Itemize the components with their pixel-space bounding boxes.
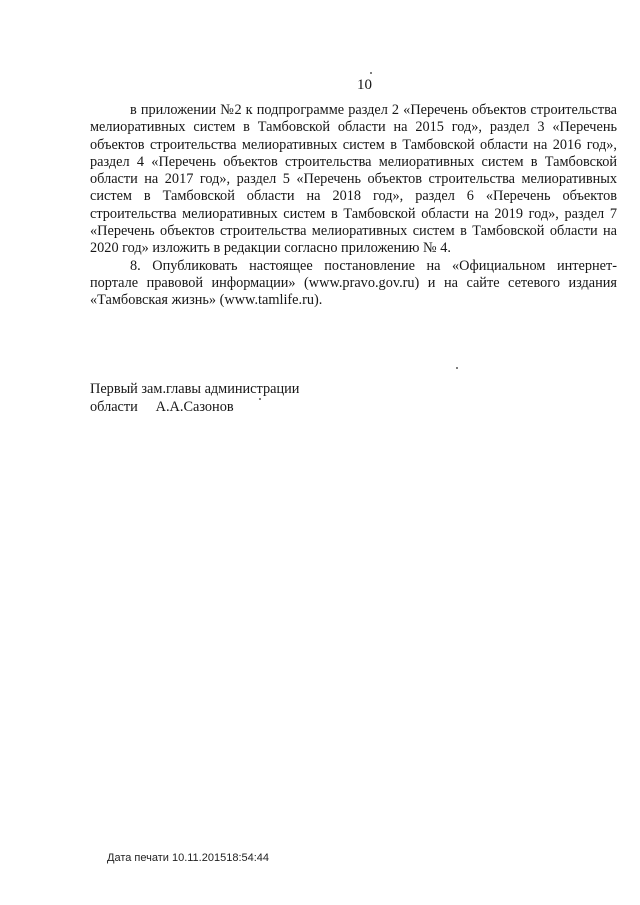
paragraph-publication: 8. Опубликовать настоящее постановление на «Официальном интернет-портале правовой информации» (www.pravo.gov.ru) и на сайте сетевого издания «Тамбовская жизнь» (www.tamlife.ru). bbox=[90, 257, 617, 309]
signatory-name: области А.А.Сазонов bbox=[90, 399, 234, 415]
scan-speck bbox=[259, 398, 261, 400]
paragraph-appendix-sections: в приложении №2 к подпрограмме раздел 2 «Перечень объектов строительства мелиоративных систем в Тамбовской области на 2015 год», раздел 3 «Перечень объектов строительства мелиоративных систем в Тамбовской области на 2016 год», раздел 4 «Перечень объектов строительства мелиоративных систем в Тамбовской области на 2017 год», раздел 5 «Перечень объектов строительства мелиоративных систем в Тамбовской области на 2018 год», раздел 6 «Перечень объектов строительства мелиоративных систем в Тамбовской области на 2019 год», раздел 7 «Перечень объектов строительства мелиоративных систем в Тамбовской области на 2020 год» изложить в редакции согласно приложению № 4. bbox=[90, 102, 617, 257]
print-date-stamp: Дата печати 10.11.201518:54:44 bbox=[107, 852, 270, 864]
signature-block bbox=[90, 380, 420, 416]
document-body bbox=[90, 102, 617, 310]
signatory-position: Первый зам.главы администрации bbox=[90, 381, 300, 397]
scan-speck bbox=[456, 367, 458, 369]
page-number: 10 bbox=[357, 77, 372, 93]
scan-speck bbox=[370, 72, 372, 74]
